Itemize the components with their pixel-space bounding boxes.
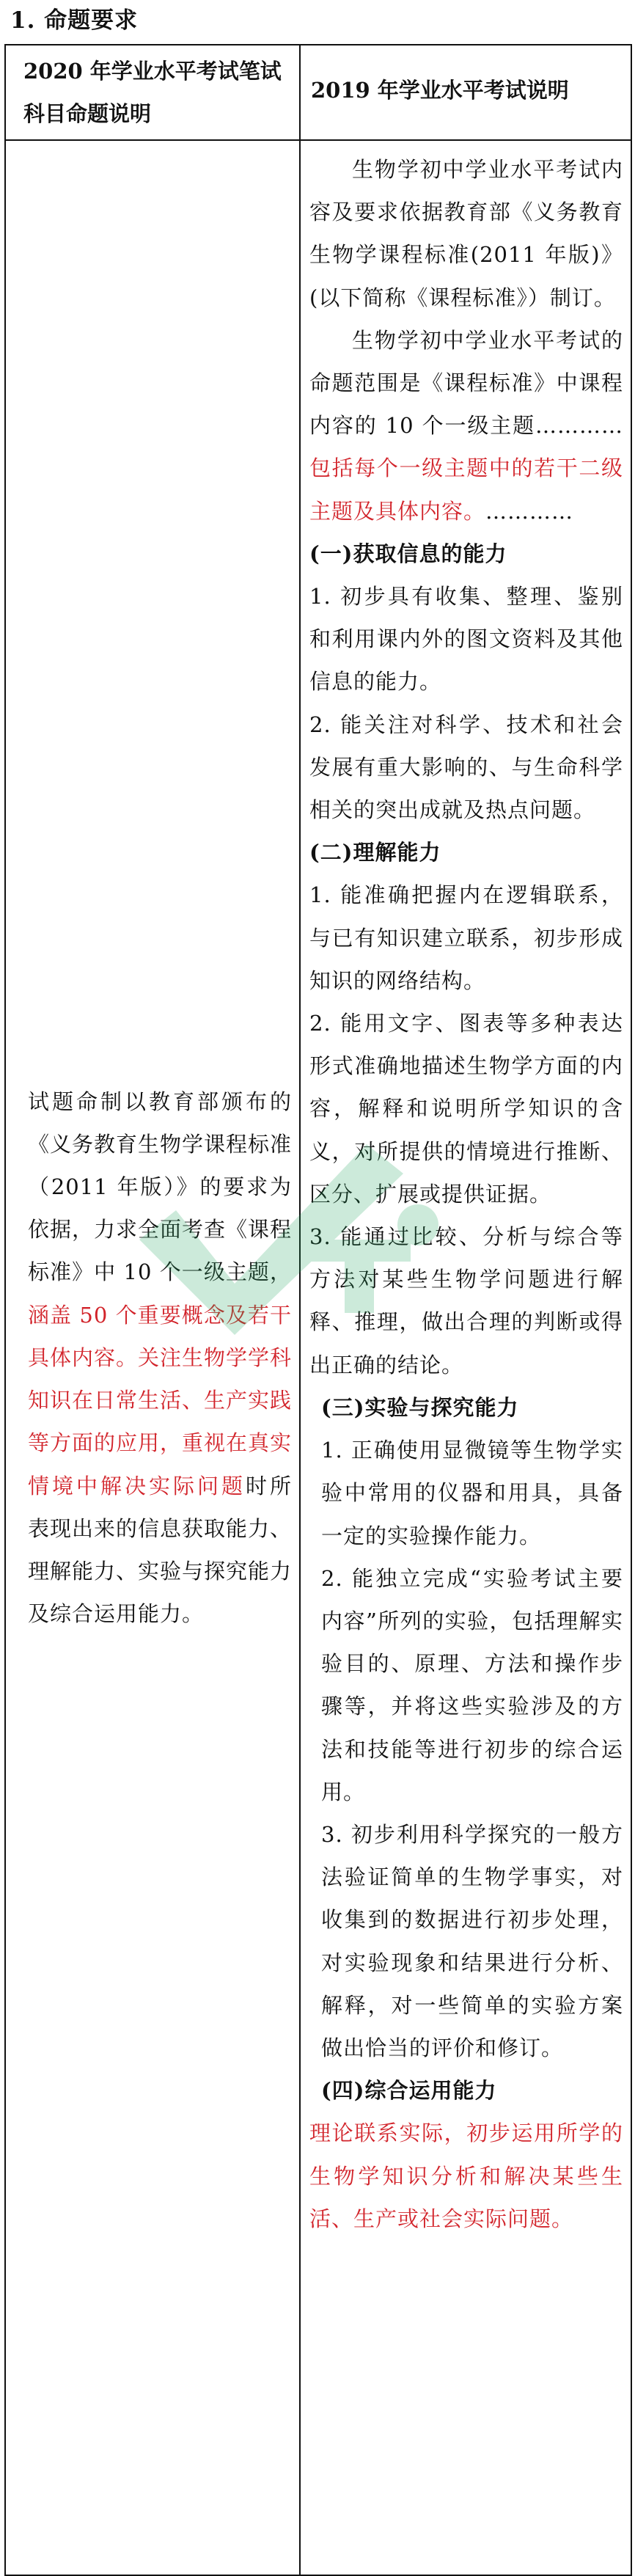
info-item-1: 1. 初步具有收集、整理、鉴别和利用课内外的图文资料及其他信息的能力。 <box>309 584 623 695</box>
intro2-text-b: ………… <box>485 498 574 524</box>
col-header-2020: 2020 年学业水平考试笔试科目命题说明 <box>5 45 300 140</box>
section-title-understanding: (二)理解能力 <box>309 840 441 866</box>
left-text-red: 涵盖 50 个重要概念及若干具体内容。关注生物学学科知识在日常生活、生产实践等方面的应用，重视在真实情境中解决实际问题 <box>28 1302 293 1499</box>
application-item: 理论联系实际，初步运用所学的生物学知识分析和解决某些生活、生产或社会实际问题。 <box>309 2121 623 2231</box>
understanding-item-3: 3. 能通过比较、分析与综合等方法对某些生物学问题进行解释、推理，做出合理的判断或得出正确的结论。 <box>309 1224 623 1377</box>
section-title-experiment: (三)实验与探究能力 <box>321 1394 519 1420</box>
intro-paragraph-1: 生物学初中学业水平考试内容及要求依据教育部《义务教育生物学课程标准(2011 年版)》(以下简称《课程标准》）制订。 <box>309 157 623 310</box>
intro2-text-a: 生物学初中学业水平考试的命题范围是《课程标准》中课程内容的 10 个一级主题………… <box>309 327 623 439</box>
table-header-row <box>5 45 631 140</box>
left-paragraph <box>28 1080 292 1636</box>
info-item-2: 2. 能关注对科学、技术和社会发展有重大影响的、与生命科学相关的突出成就及热点问题。 <box>309 711 623 823</box>
left-text-a: 试题命制以教育部颁布的《义务教育生物学课程标准（2011 年版）》的要求为依据，力求全面考查《课程标准》中 10 个一级主题， <box>28 1088 293 1285</box>
understanding-item-2: 2. 能用文字、图表等多种表达形式准确地描述生物学方面的内容，解释和说明所学知识的含义，对所提供的情境进行推断、区分、扩展或提供证据。 <box>309 1011 623 1207</box>
experiment-item-3: 3. 初步利用科学探究的一般方法验证简单的生物学事实，对收集到的数据进行初步处理，对实验现象和结果进行分析、解释，对一些简单的实验方案做出恰当的评价和修订。 <box>321 1821 623 2060</box>
comparison-table <box>4 44 632 2576</box>
right-cell-2019 <box>300 140 631 2575</box>
experiment-item-1: 1. 正确使用显微镜等生物学实验中常用的仪器和用具，具备一定的实验操作能力。 <box>321 1438 623 1548</box>
experiment-item-2: 2. 能独立完成“实验考试主要内容”所列的实验，包括理解实验目的、原理、方法和操作步骤等，并将这些实验涉及的方法和技能等进行初步的综合运用。 <box>321 1565 623 1804</box>
section-heading: 1. 命题要求 <box>10 7 139 34</box>
table-body-row <box>5 140 631 2575</box>
left-cell-2020 <box>5 140 300 2575</box>
intro-paragraph-2 <box>309 319 623 533</box>
intro2-text-red: 包括每个一级主题中的若干二级主题及具体内容。 <box>309 455 623 524</box>
col-header-2019: 2019 年学业水平考试说明 <box>300 45 631 140</box>
section-title-info: (一)获取信息的能力 <box>309 541 507 566</box>
understanding-item-1: 1. 能准确把握内在逻辑联系，与已有知识建立联系，初步形成知识的网络结构。 <box>309 882 623 993</box>
left-text-b: 时所表现出来的信息获取能力、理解能力、实验与探究能力及综合运用能力。 <box>28 1473 293 1627</box>
section-title-application: (四)综合运用能力 <box>321 2078 497 2104</box>
